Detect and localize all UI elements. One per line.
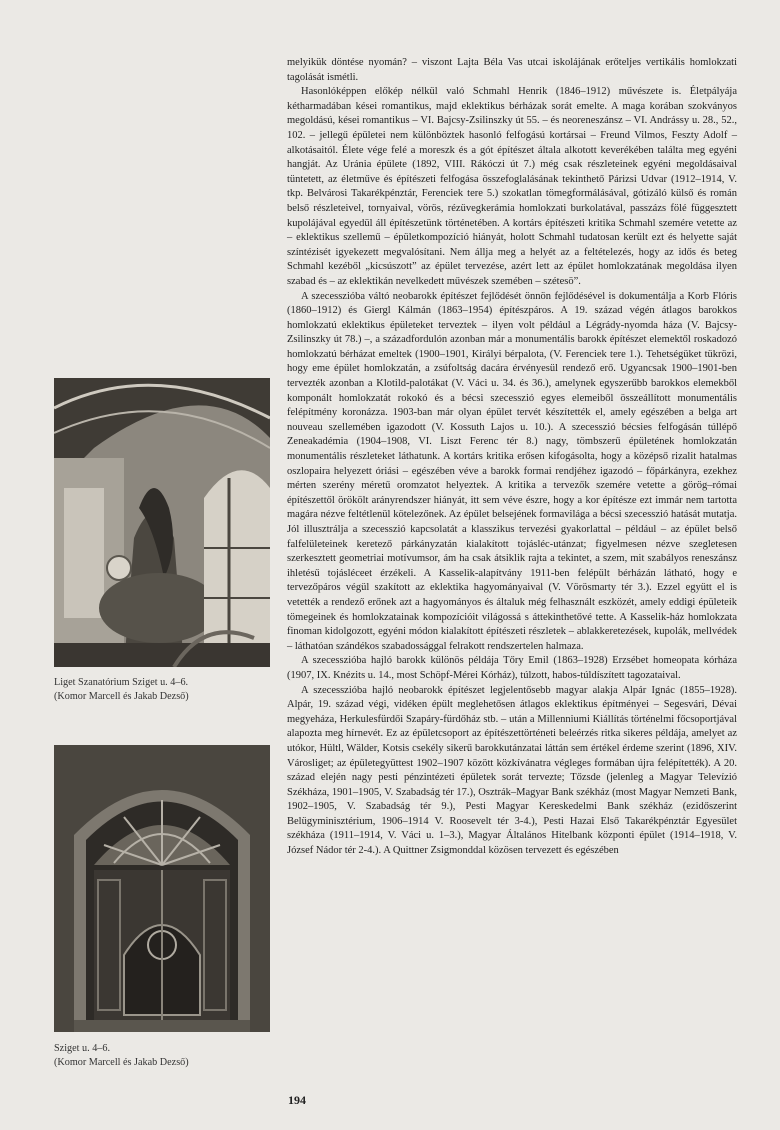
paragraph: A szecesszióba váltó neobarokk építészet fejlődését önnön fejlődésével is dokumentálja a Korb Flóris (1860–1912) és Giergl Kálmán (1863–1954) építészpáros. A 19. század végén átlagos barokkos homlokzatú eklektikus épületeket terveztek – ilyen volt például a Légrády-nyomda háza (V. Bajcsy-Zsilinszky út 78.) –, a századfordulón azonban már a monumentális barokk építészet elemektől roskadozó homlokzatú bérházat emeltek (1900–1901, Királyi bérpalota, (V. Ferenciek tere 1.). Tehetségüket tükrözi, hogy eme épület homlokzatán, a zsúfoltság dacára érvényesül rendező erő. Ugyancsak 1900–1901-ben tervezték azonban a Klotild-palotákat (V. Váci u. 34. és 36.), amelynek egyszerűbb barokkos elemekből komponált homlokzatát rokokó és a bécsi szecesszió egyes elemeiből összeállított monumentális felépítmény koronázza. 1903-ban már olyan épület tervét készítették el, amely egészében a belga art nouveau szellemében igazodott (V. Kossuth Lajos u. 10.). A szecesszió bécsies felfogásán túllépő Zeneakadémia (1904–1908, VI. Liszt Ferenc tér 8.) nagy, tömbszerű épületének homlokzatán monumentális részleteket láthatunk. A kortárs kritika erősen kifogásolta, hogy a középső rizalit hatalmas oszlopaira helyezett óriási – egészében véve a barokk formai rendjéhez igazodó – főpárkányra, ezekhez mérten szerény méretű oromzatot helyeztek. A kritika a tervezők szemére vetette a görög–római építészettől örökölt arányrendszer hiányát, itt sem véve észre, hogy a kor építésze ezt immár nem tartotta magára nézve feltétlenül kötelezőnek. Az épület belsejének formavilága a bécsi szecesszió hatását mutatja. Jól illusztrálja a szecesszió kapcsolatát a klasszikus tervezési gyakorlattal – például – az épület belső falfelületeinek keretező párkányzatán kialakított tojásléc-utánzat; figyelmesen nézve szegletesen szerkesztett geometriai motívumsor, ám ha csak átsiklik rajta a tekintet, a szem, mit szabályos reneszánsz ihletésű tojásléceet érzékeli. A Kasselik-alapítvány 1911-ben felépült bérházán látható, hogy e tervezőpáros végül szakított az eklektika hagyományaival (V. Vörösmarty tér 3.). Ezzel együtt el is vetették a rendező erőnek azt a hagyományos és általuk még felhasznált eszközét, amely eddigi épületeik tömegeinek és homlokzatainak kompozícióit világossá s áttekinthetővé tette. A Kasselik-ház homlokzata finoman kidolgozott, egyéni módon kialakított építészeti részletek – ablakkeretezések, kupolák, mellvédek – láthatóan szándékos szabadossággal felrakott rendszertelen halmaza. [287,290,737,652]
paragraph: melyikük döntése nyomán? – viszont Lajta Béla Vas utcai iskolájának erőteljes vertikális homlokzati tagolását ismétli. [287,57,737,83]
paragraph: A szecesszióba hajló neobarokk építészet legjelentősebb magyar alakja Alpár Ignác (1855–1928). Alpár, 19. század végi, vidéken épült meglehetősen átlagos eklektikus építményei – Segesvári, Dévai megyeháza, Herkulesfürdői Szapáry-fürdőház stb. – után a Millenniumi Kiállítás történelmi főcsoportjával alapozta meg hírnevét. Ez az épületcsoport az építészettörténeti beleérzés ritka sikeres példája, amelyet az utókor, Hültl, Wälder, Kotsis csekély sikerű barokkutánzatai láttán sem értékel érdeme szerint (1896, XIV. Városliget; az épületegyüttest 1902–1907 között közkívánatra végleges formában újra felépítették). A 20. század elején nagy pesti pénzintézeti épületek sorát tervezte; Tőzsde (jelenleg a Magyar Televízió Székháza, 1901–1905, V. Szabadság tér 17.), Osztrák–Magyar Bank székház (most Magyar Nemzeti Bank, 1902–1905, V. Szabadság tér 9.), Pesti Magyar Kereskedelmi Bank székház (ezidőszerint Belügyminisztérium, 1906–1914 V. Roosevelt tér 3-4.), Pesti Hazai Első Takarékpénztár Egyesület székháza (1911–1914, V. Váci u. 1–3.), Magyar Általános Hitelbank központi épület (1914–1918, V. József Nádor tér 2-4.). A Quittner Zsigmonddal közösen tervezett és egészében [287,684,737,857]
door-photo-drawing [54,745,270,1032]
page-number: 194 [288,1093,306,1107]
caption-line: (Komor Marcell és Jakab Dezső) [54,691,189,703]
caption-line: (Komor Marcell és Jakab Dezső) [54,1057,189,1069]
caption-line: Liget Szanatórium Sziget u. 4–6. [54,677,189,688]
figure-caption [54,1042,274,1071]
paragraph: Hasonlóképpen előkép nélkül való Schmahl Henrik (1846–1912) művészete is. Életpályája kétharmadában kései romantikus, majd eklektikus bérházak sorát emelte. A maga korában szokványos megoldású, kései romantikus – VI. Bajcsy-Zsilinszky út 55. – és neoreneszánsz – VI. Andrássy u. 28., 52., 102. – jellegű épületei nem különböztek hasonló felfogású kortársai – Freund Vilmos, Feszty Adolf – alkotásaitól. Élete vége felé a moreszk és a gót építészet általa alkotott keverékében találta meg egyéni hangját. Az Uránia épülete (1892, VIII. Rákóczi út 7.) még csak részleteinek egyéni megoldásaival tüntetett, az életműve és építészeti felfogása összefoglalásának tekinthető Párizsi Udvar (1912–1914, V. tkp. Belvárosi Takarékpénztár, Ferenciek tere 5.) szokatlan tömegformálásával, gótizáló külső és román belső részleteivel, tornyaival, vörös, rézüvegkerámia homlokzati burkolatával, passzázs fölé függesztett kupolájával egyedül áll építészetünk történetében. A kortárs építészeti kritika Schmahl szemére vetette az – eklektikus szellemű – épületkompozíció hiányát, holott Schmahl tudatosan került ezt és helyette saját színtézisét igyekezett megvalósítani. Nem állja meg a helyét az a feltételezés, hogy az idős és beteg Schmahl kezéből „kicsúszott” az épület tervezése, azért lett az épület homlokzatának megoldása ilyen szabad és – az eklektikán nevelkedett művészek szemében – szétesö”. [287,86,737,287]
paragraph: A szecesszióba hajló barokk különös példája Tőry Emil (1863–1928) Erzsébet homeopata kórháza (1907, IX. Knézits u. 14., most Schöpf-Mérei Kórház), túlzott, habos-túldíszített tagozataival. [287,655,737,681]
caption-line: Sziget u. 4–6. [54,1043,111,1054]
figure-caption [54,676,274,705]
sanatorium-interior-photo [54,378,270,667]
interior-photo-drawing [54,378,270,667]
body-text [287,56,737,859]
arched-door-photo [54,745,270,1032]
